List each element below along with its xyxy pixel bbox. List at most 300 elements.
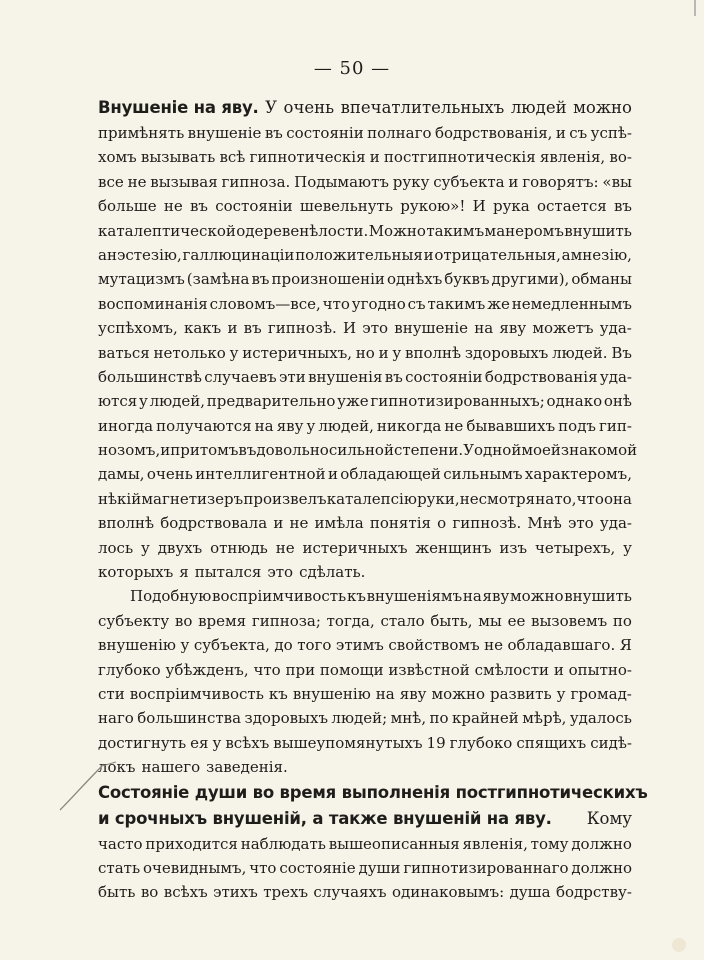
word: стало <box>380 611 425 630</box>
word: интеллигентной <box>195 465 326 484</box>
word: это <box>267 563 294 582</box>
word: одинаковымъ: <box>391 883 505 902</box>
word: произвелъ <box>243 489 327 508</box>
word: субъекту <box>98 611 170 630</box>
word: сильнымъ <box>443 465 523 484</box>
word: Подымаютъ <box>294 172 389 191</box>
word: достигнуть <box>98 733 187 752</box>
word: истеричныхъ, <box>242 343 353 362</box>
word: въ <box>189 197 208 216</box>
word: вызовемъ <box>531 611 608 630</box>
word: внушить <box>564 221 632 240</box>
word: понятія <box>369 514 431 533</box>
word: у <box>138 392 148 411</box>
word: людей; <box>331 709 388 728</box>
word: каталепсію <box>326 489 417 508</box>
word: на <box>462 587 482 606</box>
text-line <box>98 636 632 660</box>
word: нозомъ, <box>98 441 161 460</box>
word: и <box>369 148 380 167</box>
word: постгипнотическія <box>383 148 536 167</box>
word: въ <box>251 270 270 289</box>
text-line <box>98 344 632 368</box>
word: состояніе <box>279 858 356 877</box>
word: вызывать <box>140 148 216 167</box>
word: онѣ <box>603 392 632 411</box>
word: уже <box>337 392 369 411</box>
pencil-margin-stroke <box>58 760 128 812</box>
word: это <box>567 514 594 533</box>
word: все <box>98 172 124 191</box>
word: Подобную <box>130 587 212 606</box>
word: наблюдать <box>240 834 326 853</box>
word: «вы <box>602 172 632 191</box>
word: ея <box>190 733 209 752</box>
word: 19 <box>426 733 446 752</box>
word: у <box>623 538 632 557</box>
word: спящихъ <box>516 733 587 752</box>
word: извѣстной <box>388 660 470 679</box>
word: внушеніе <box>187 124 262 142</box>
word: И <box>472 197 486 216</box>
word: обманы <box>571 270 632 289</box>
word: явленія, <box>462 834 528 853</box>
word: глубоко <box>98 660 161 679</box>
word: этимъ <box>335 636 384 655</box>
word: стать <box>98 858 141 877</box>
word: быть <box>98 883 136 902</box>
word: это <box>362 319 389 338</box>
word: можно <box>573 98 632 117</box>
word: здоровыхъ <box>464 343 549 362</box>
word: иногда <box>98 416 154 435</box>
text-line <box>98 490 632 514</box>
text-line <box>98 835 632 859</box>
word: внушеніямъ <box>366 587 463 606</box>
word: нѣкій <box>98 489 142 508</box>
word: такимъ <box>426 221 485 240</box>
word: воспріимчивость <box>212 587 347 606</box>
word: рука <box>492 197 530 216</box>
word: очевиднымъ, <box>142 858 247 877</box>
word: успѣхомъ, <box>98 319 178 338</box>
word: подъ <box>558 416 596 435</box>
word: въ <box>384 367 403 386</box>
word: у <box>229 343 239 362</box>
word: у <box>212 733 222 752</box>
word: я <box>179 563 189 582</box>
word: угодно <box>351 294 406 313</box>
word: обладающей <box>340 465 441 484</box>
word: очень <box>146 465 193 484</box>
word: на <box>535 489 555 508</box>
word: у <box>306 416 316 435</box>
word: и <box>508 172 519 191</box>
word: успѣ- <box>590 124 632 142</box>
word: отнюдь <box>210 538 268 557</box>
word: состояніи <box>215 197 293 216</box>
word: мѣрѣ, <box>522 709 567 728</box>
word: помощи <box>319 660 384 679</box>
word: больше <box>98 197 157 216</box>
word: каталептической <box>98 221 236 240</box>
word: людей. <box>552 343 608 362</box>
word: изъ <box>499 538 528 557</box>
word: руки, <box>417 489 460 508</box>
word: и <box>378 343 389 362</box>
word: моейзнакомой <box>521 441 638 460</box>
word: быть, <box>430 611 473 630</box>
word: внушить <box>564 587 632 606</box>
word: приходится <box>145 834 238 853</box>
text-line <box>98 539 632 563</box>
word: здоровыхъ <box>244 709 328 728</box>
word: и <box>327 465 338 484</box>
word: явленія, <box>539 148 606 167</box>
word: громад- <box>570 684 632 703</box>
text-line <box>98 883 632 907</box>
word: немедленнымъ <box>511 294 632 313</box>
word: и <box>160 441 171 460</box>
word: съ <box>407 294 426 313</box>
word: тому <box>530 834 569 853</box>
body-text <box>98 98 648 908</box>
word: яву <box>499 319 527 338</box>
word: нетолько <box>153 343 226 362</box>
word: яву <box>276 416 304 435</box>
word: должно <box>571 858 632 877</box>
text-line <box>98 173 632 197</box>
word: этихъ <box>213 883 258 902</box>
page-stain <box>672 938 686 952</box>
word: манеромъ <box>484 221 564 240</box>
word: гип- <box>599 416 632 435</box>
word: локъ <box>98 758 136 777</box>
word: не <box>275 538 295 557</box>
word: тогда, <box>326 611 375 630</box>
word: вполнѣ <box>98 514 155 533</box>
word: можно <box>431 684 485 703</box>
word: получаются <box>156 416 252 435</box>
word: И <box>342 319 357 338</box>
word: по <box>612 611 632 630</box>
word: одной <box>474 441 522 460</box>
word: у <box>392 343 402 362</box>
word: лось <box>98 538 134 557</box>
word: ее <box>507 611 526 630</box>
text-line <box>98 148 632 172</box>
word: очень <box>283 98 335 117</box>
text-line <box>98 685 632 709</box>
word: большинствѣ <box>98 367 202 386</box>
word: случаяхъ <box>313 883 387 902</box>
word: мнѣ, <box>390 709 427 728</box>
word: сдѣлать. <box>299 563 366 582</box>
word: можно <box>509 587 564 606</box>
word: внушенію <box>292 684 371 703</box>
word: однѣхъ <box>386 270 443 289</box>
word: мутацизмъ <box>98 270 185 289</box>
word: людей, <box>318 416 374 435</box>
word: не <box>127 172 147 191</box>
word: наго <box>98 709 134 728</box>
word: по <box>429 709 449 728</box>
word: не <box>444 416 464 435</box>
word: сильной <box>328 441 394 460</box>
word: ваться <box>98 343 150 362</box>
text-line <box>98 197 632 221</box>
word: у <box>141 538 150 557</box>
word: мы <box>478 611 502 630</box>
word: и <box>273 514 284 533</box>
word: произношеніи <box>271 270 385 289</box>
word: характеромъ, <box>524 465 632 484</box>
word: людей <box>510 98 567 117</box>
text-line <box>98 222 632 246</box>
text-line <box>98 612 632 636</box>
word: гипноза. <box>221 172 291 191</box>
word: которыхъ <box>98 563 174 582</box>
word: что <box>576 489 604 508</box>
word: гипноза; <box>251 611 321 630</box>
word: впечатлительныхъ <box>340 98 505 117</box>
word: часто <box>98 834 143 853</box>
word: въ <box>243 319 262 338</box>
word: въ <box>264 124 283 142</box>
word: дамы, <box>98 465 145 484</box>
text-line <box>98 734 632 758</box>
word: что <box>253 660 281 679</box>
word: къ <box>346 587 366 606</box>
word: же <box>487 294 510 313</box>
word: убѣжденъ, <box>165 660 249 679</box>
word: гипнозѣ. <box>452 514 522 533</box>
text-line <box>98 98 632 124</box>
word: гипнотизированнаго <box>403 858 569 877</box>
word: всѣхъ <box>163 883 208 902</box>
word: внушенію <box>98 636 176 655</box>
corner-mark <box>682 0 696 16</box>
word: бодрствованія <box>484 367 598 386</box>
section-heading: Внушеніе на яву. <box>98 98 259 117</box>
word: въ <box>238 441 257 460</box>
word: довольно <box>256 441 329 460</box>
word: такимъ <box>427 294 486 313</box>
word: Можно <box>368 221 426 240</box>
word: буквъ <box>444 270 490 289</box>
word: и <box>553 660 564 679</box>
text-line <box>98 295 632 319</box>
word: У <box>463 441 475 460</box>
word: на <box>474 319 494 338</box>
word: всѣ <box>219 148 246 167</box>
word: какъ <box>183 319 222 338</box>
word: уда- <box>599 367 632 386</box>
text-line <box>98 392 632 416</box>
word: магнетизеръ <box>141 489 244 508</box>
word: души <box>358 858 401 877</box>
text-line <box>98 441 638 465</box>
word: во- <box>609 148 632 167</box>
word: Мнѣ <box>527 514 562 533</box>
word: полнаго <box>367 124 432 142</box>
word: бодрствованія, <box>434 124 553 142</box>
word: она <box>604 489 632 508</box>
word: яву <box>482 587 510 606</box>
word: ются <box>98 392 138 411</box>
word: бодрствовала <box>160 514 268 533</box>
word: людей, <box>149 392 206 411</box>
word: нашего <box>141 758 201 777</box>
word: въ <box>613 197 632 216</box>
text-line <box>98 782 648 809</box>
text-line <box>98 563 632 587</box>
text-line <box>98 465 632 489</box>
word: хомъ <box>98 148 137 167</box>
word: гипнотическія <box>249 148 366 167</box>
word: Въ <box>611 343 632 362</box>
word: трехъ <box>263 883 308 902</box>
word: состояніи <box>286 124 364 142</box>
word: не <box>289 514 309 533</box>
word: съ <box>569 124 588 142</box>
word: не <box>163 197 183 216</box>
word: степени. <box>393 441 464 460</box>
word: Я <box>619 636 632 655</box>
word: словомъ—все, <box>209 294 321 313</box>
word: другими), <box>491 270 570 289</box>
word: никогда <box>376 416 442 435</box>
word: несмотря <box>459 489 536 508</box>
word: истеричныхъ <box>302 538 408 557</box>
word: пытался <box>194 563 262 582</box>
word: уда- <box>599 319 632 338</box>
word: и <box>555 124 566 142</box>
text-line <box>98 124 632 148</box>
word: вышеописанныя <box>328 834 460 853</box>
word: то, <box>554 489 577 508</box>
word: субъекта <box>433 172 505 191</box>
word: на <box>375 684 395 703</box>
section-heading: Состояніе души во время выполненія постгипнотическихъ <box>98 782 648 802</box>
word: (замѣна <box>186 270 250 289</box>
word: внушенія <box>308 367 383 386</box>
word: крайней <box>452 709 519 728</box>
text-line <box>98 246 632 270</box>
word: на <box>254 416 274 435</box>
text-line <box>98 270 632 294</box>
word: субъекта, <box>193 636 270 655</box>
word: должно <box>571 834 632 853</box>
word: того <box>297 636 332 655</box>
word: опытно- <box>568 660 632 679</box>
word: свойствомъ <box>388 636 480 655</box>
word: и <box>423 245 434 264</box>
page-number: — 50 — <box>313 58 391 79</box>
text-line <box>98 587 632 611</box>
word: вызывая <box>150 172 218 191</box>
word: сидѣ- <box>590 733 632 752</box>
word: и <box>227 319 238 338</box>
text-line <box>98 368 632 392</box>
word: однако <box>546 392 603 411</box>
word: бывавшихъ <box>466 416 556 435</box>
word: къ <box>268 684 288 703</box>
word: женщинъ <box>415 538 492 557</box>
word: глубоко <box>449 733 513 752</box>
word: говорятъ: <box>522 172 599 191</box>
text-line <box>98 319 632 343</box>
word: имѣла <box>314 514 364 533</box>
word: во <box>140 883 159 902</box>
word: внушеніе <box>394 319 469 338</box>
word: шевельнуть <box>299 197 394 216</box>
text-line <box>98 417 632 441</box>
word: случаевъ <box>204 367 277 386</box>
word: анэстезію, <box>98 245 182 264</box>
word: до <box>274 636 293 655</box>
word: гипнотизированныхъ; <box>370 392 545 411</box>
word: притомъ <box>170 441 239 460</box>
text-line <box>98 709 632 733</box>
word: яву <box>399 684 427 703</box>
text-line <box>98 809 632 835</box>
word: отрицательныя, <box>434 245 561 264</box>
word: большинства <box>137 709 242 728</box>
word: у <box>180 636 190 655</box>
word: примѣнять <box>98 124 185 142</box>
word: четырехъ, <box>534 538 616 557</box>
word: состояніи <box>405 367 483 386</box>
word: гипнозѣ. <box>267 319 337 338</box>
word: но <box>355 343 375 362</box>
text-line <box>98 514 632 538</box>
word: эти <box>279 367 306 386</box>
word: удалось <box>569 709 632 728</box>
section-heading: и срочныхъ внушеній, а также внушеній на яву. <box>98 808 552 828</box>
word: можетъ <box>532 319 594 338</box>
word: развить <box>490 684 552 703</box>
word: остается <box>536 197 607 216</box>
word: предварительно <box>206 392 336 411</box>
word: воспріимчивость <box>129 684 264 703</box>
word: одеревенѣлости. <box>236 221 369 240</box>
word: во <box>174 611 193 630</box>
word: бодрству- <box>556 883 632 902</box>
text-line <box>98 758 632 782</box>
word: вполнѣ <box>405 343 462 362</box>
word: уда- <box>599 514 632 533</box>
word: двухъ <box>157 538 203 557</box>
word: у <box>556 684 566 703</box>
word: галлюцинаціи <box>182 245 295 264</box>
word: обладавшаго. <box>507 636 616 655</box>
word: руку <box>392 172 430 191</box>
word: не <box>484 636 504 655</box>
word: У <box>265 98 278 117</box>
word: что <box>322 294 350 313</box>
word: время <box>198 611 247 630</box>
word: всѣхъ <box>225 733 270 752</box>
word: при <box>285 660 316 679</box>
word: душа <box>509 883 551 902</box>
word: амнезію, <box>561 245 632 264</box>
text-line <box>98 661 632 685</box>
word: вышеупомянутыхъ <box>273 733 423 752</box>
word: заведенія. <box>206 758 288 777</box>
word: смѣлости <box>474 660 549 679</box>
word: сти <box>98 684 125 703</box>
